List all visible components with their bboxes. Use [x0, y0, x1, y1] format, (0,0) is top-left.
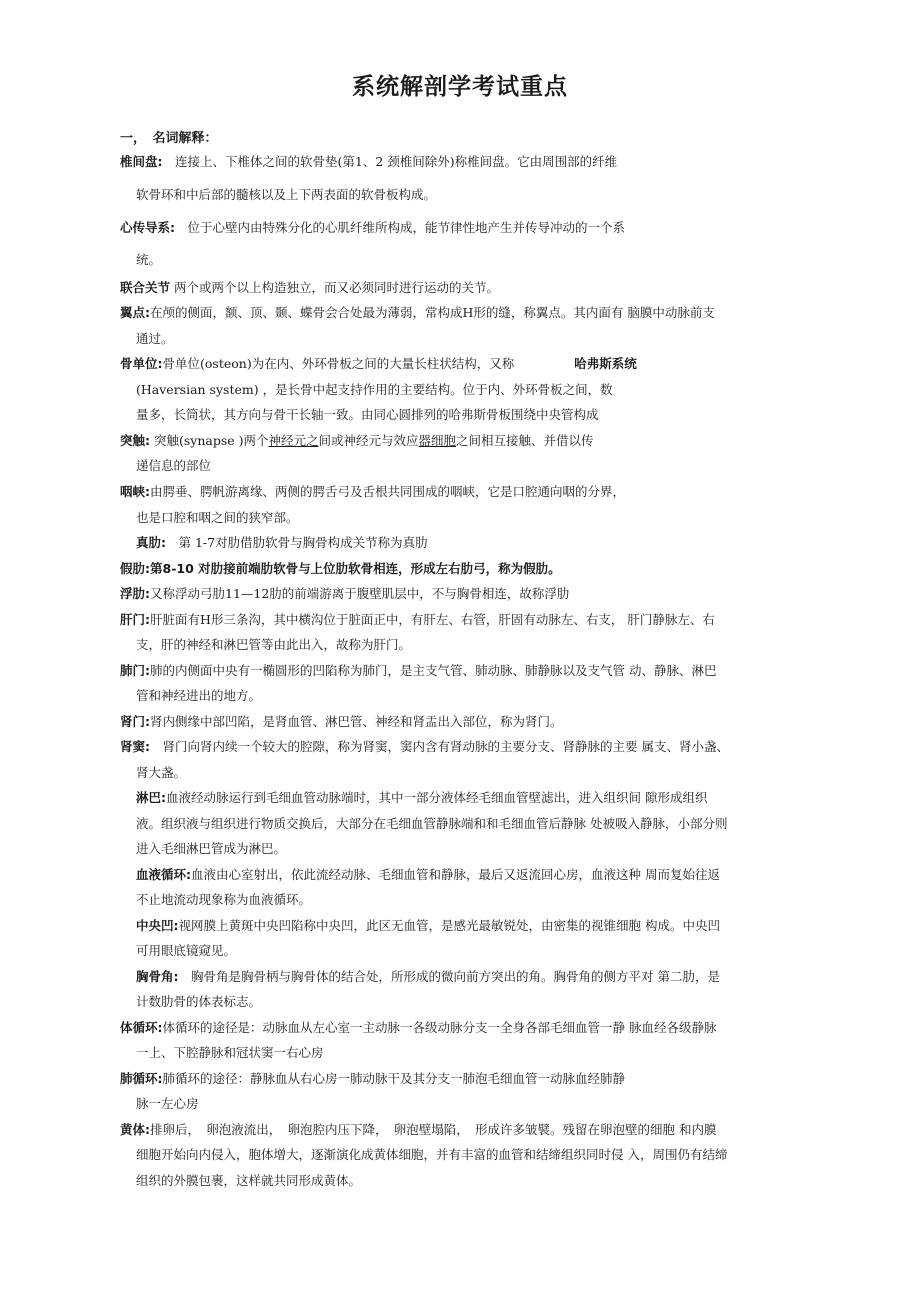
definition-continuation: 也是口腔和咽之间的狭窄部。	[136, 510, 299, 525]
definition-text: 由腭垂、腭帆游离缘、两侧的腭舌弓及舌根共同围成的咽峡，它是口腔通向咽的分界，	[150, 484, 626, 499]
definition-continuation: 计数肋骨的体表标志。	[136, 994, 262, 1009]
entry-yanxia	[120, 483, 625, 501]
term-label: 肺循环:	[120, 1071, 163, 1086]
term-label: 肾门:	[120, 714, 150, 729]
definition-text: 视网膜上黄斑中央凹陷称中央凹，此区无血管，是感光最敏锐处，由密集的视锥细胞 构成。中央凹	[178, 918, 720, 933]
entry-zhongyang	[136, 917, 720, 935]
section-heading: 一， 名词解释：	[120, 131, 218, 146]
entry-linba	[136, 789, 707, 807]
definition-text: 排卵后， 卵泡液流出， 卵泡腔内压下降， 卵泡壁塌陷， 形成许多皱襞。残留在卵泡壁的细胞 和内膜	[150, 1122, 717, 1137]
entry-lianhe	[120, 279, 499, 297]
entry-tixunhuan	[120, 1019, 716, 1037]
definition-text: 体循环的途径是：动脉血从左心室一主动脉一各级动脉分支一全身各部毛细血管一静 脉血经各级静脉	[162, 1020, 717, 1035]
definition-text: 血液经动脉运行到毛细血管动脉端时，其中一部分液体经毛细血管壁滤出，进入组织间 隙形成组织	[166, 790, 708, 805]
definition-text: 第 1-7对肋借肋软骨与胸骨构成关节称为真肋	[166, 535, 428, 550]
definition-continuation: 统。	[136, 252, 162, 267]
definition-text: 间或神经元与效应	[318, 433, 419, 448]
definition-continuation: 不止地流动现象称为血液循环。	[136, 892, 312, 907]
definition-continuation: 一上、下腔静脉和冠状窦一右心房	[136, 1045, 324, 1060]
definition-continuation: 组织的外膜包裹，这样就共同形成黄体。	[136, 1173, 362, 1188]
definition-continuation: 递信息的部位	[136, 458, 212, 473]
definition-continuation: 液。组织液与组织进行物质交换后，大部分在毛细血管静脉端和和毛细血管后静脉 处被吸入静脉，小部分则	[136, 816, 728, 831]
entry-tuchu	[120, 432, 594, 450]
definition-continuation: 软骨环和中后部的髓核以及上下两表面的软骨板构成。	[136, 187, 437, 202]
entry-xueye	[136, 866, 720, 884]
bold-term: 哈弗斯系统	[574, 356, 637, 371]
underlined-link-text[interactable]: 神经元之	[268, 433, 319, 448]
definition-text: 肺循环的途径：静脉血从右心房一肺动脉干及其分支一肺泡毛细血管一动脉血经肺静	[162, 1071, 626, 1086]
definition-continuation: 进入毛细淋巴管成为淋巴。	[136, 841, 287, 856]
term-label: 胸骨角:	[136, 969, 179, 984]
entry-zhuijianpan	[120, 153, 617, 171]
definition-text: 又称浮动弓肋11—12肋的前端游离于腹壁肌层中，不与胸骨相连，故称浮肋	[150, 586, 570, 601]
term-label: 浮肋:	[120, 586, 150, 601]
definition-text: 突触(synapse )两个	[150, 433, 269, 448]
definition-text: 肾内侧缘中部凹陷，是肾血管、淋巴管、神经和肾盂出入部位，称为肾门。	[150, 714, 563, 729]
entry-zhenlei	[136, 534, 428, 552]
entry-yidian	[120, 304, 715, 322]
underlined-link-text[interactable]: 器细胞	[418, 433, 457, 448]
definition-continuation: 脉一左心房	[136, 1096, 199, 1111]
definition-text: 血液由心室射出，依此流经动脉、毛细血管和静脉，最后又返流回心房，血液这种 周而复始往返	[191, 867, 720, 882]
term-label: 心传导系:	[120, 220, 175, 235]
term-label: 假肋:	[120, 561, 150, 576]
term-label: 骨单位:	[120, 356, 163, 371]
definition-text: 肝脏面有H形三条沟，其中横沟位于脏面正中，有肝左、右管，肝固有动脉左、右支， 肝门静脉左、右	[150, 612, 715, 627]
document-title: 系统解剖学考试重点	[352, 74, 568, 100]
entry-shendou	[120, 738, 729, 756]
entry-xinchuandao	[120, 219, 625, 237]
term-label: 咽峡:	[120, 484, 150, 499]
term-label: 血液循环:	[136, 867, 191, 882]
entry-gudanwei	[120, 355, 637, 373]
definition-text: 两个或两个以上构造独立，而又必须同时进行运动的关节。	[170, 280, 499, 295]
definition-continuation: 量多，长筒状，其方向与骨干长轴一致。由同心圆排列的哈弗斯骨板围绕中央管构成	[136, 407, 599, 422]
term-label: 肝门:	[120, 612, 150, 627]
definition-text: 骨单位(osteon)为在内、外环骨板之间的大量长柱状结构，又称	[162, 356, 515, 371]
definition-text: 肾门向肾内续一个较大的腔隙，称为肾窦，窦内含有肾动脉的主要分支、肾静脉的主要 属支、肾小盏、	[150, 739, 729, 754]
definition-text: 在颅的侧面，额、顶、颞、蝶骨会合处最为薄弱，常构成H形的缝，称翼点。其内面有 脑膜中动脉前支	[150, 305, 715, 320]
definition-continuation: 可用眼底镜窥见。	[136, 943, 237, 958]
definition-text: 第8-10 对肋接前端肋软骨与上位肋软骨相连，形成左右肋弓，称为假肋。	[150, 561, 561, 576]
entry-feixunhuan	[120, 1070, 625, 1088]
definition-text: 之间相互接触、并借以传	[456, 433, 594, 448]
term-label: 翼点:	[120, 305, 150, 320]
entry-ganmen	[120, 611, 715, 629]
definition-continuation: 细胞开始向内侵入，胞体增大，逐渐演化成黄体细胞，并有丰富的血管和结缔组织同时侵 入，周围仍有结缔	[136, 1147, 728, 1162]
term-label: 联合关节	[120, 280, 171, 295]
term-label: 真肋:	[136, 535, 166, 550]
definition-continuation: 肾大盏。	[136, 765, 187, 780]
entry-feimen	[120, 662, 716, 680]
term-label: 肺门:	[120, 663, 150, 678]
definition-text: 胸骨角是胸骨柄与胸骨体的结合处，所形成的微向前方突出的角。胸骨角的侧方平对 第二肋，是	[178, 969, 720, 984]
term-label: 肾窦:	[120, 739, 150, 754]
term-label: 体循环:	[120, 1020, 163, 1035]
entry-xionggu	[136, 968, 720, 986]
definition-text: 连接上、下椎体之间的软骨垫(第1、2 颈椎间除外)称椎间盘。它由周围部的纤维	[162, 154, 618, 169]
definition-continuation: 管和神经进出的地方。	[136, 688, 262, 703]
term-label: 突触:	[120, 433, 150, 448]
entry-huangti	[120, 1121, 716, 1139]
entry-jialei	[120, 560, 561, 578]
term-label: 黄体:	[120, 1122, 150, 1137]
definition-text: 位于心壁内由特殊分化的心肌纤维所构成，能节律性地产生并传导冲动的一个系	[175, 220, 626, 235]
entry-shenmen	[120, 713, 563, 731]
term-label: 椎间盘:	[120, 154, 163, 169]
definition-continuation: 支，肝的神经和淋巴管等由此出入，故称为肝门。	[136, 637, 412, 652]
definition-text: 肺的内侧面中央有一椭圆形的凹陷称为肺门，是主支气管、肺动脉、肺静脉以及支气管 动、静脉、淋巴	[150, 663, 717, 678]
entry-fulei	[120, 585, 569, 603]
definition-continuation: (Haversian system) ，是长骨中起支持作用的主要结构。位于内、外环骨板之间，数	[136, 382, 613, 397]
definition-continuation: 通过。	[136, 331, 174, 346]
term-label: 淋巴:	[136, 790, 166, 805]
term-label: 中央凹:	[136, 918, 179, 933]
